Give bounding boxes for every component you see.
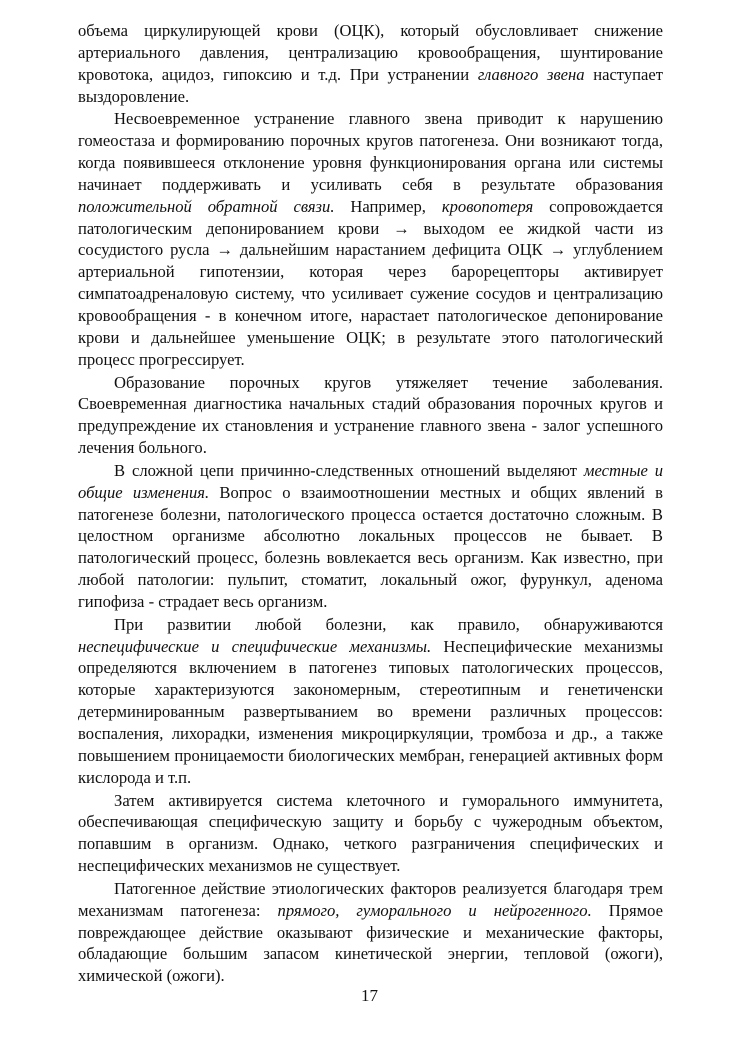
body-text: Вопрос о взаимоотношении местных и общих явлений в патогенезе болезни, патологического процесса остается достаточно сложным. В целостном организме абсолютно локальных процессов не бывает. В патологический процесс, болезнь вовлекается весь организм. Как известно, при любой патологии: пульпит, стоматит, локальный ожог, фурункул, аденома гипофиза - страдает весь организм. [78,482,663,611]
paragraph [78,372,663,459]
emphasis-text: местные и общие изменения. [78,460,663,502]
emphasis-text: кровопотеря [441,196,534,216]
paragraph [78,614,663,789]
body-text: В сложной цепи причинно-следственных отношений выделяют [114,460,584,480]
paragraph [78,108,663,370]
emphasis-text: положительной обратной связи. [78,196,335,216]
body-text: Затем активируется система клеточного и гуморального иммунитета, обеспечивающая специфическую защиту и борьбу с чужеродным объектом, попавшим в организм. Однако, четкого разграничения специфических и неспецифических механизмов не существует. [78,790,663,876]
body-text: При развитии любой болезни, как правило, обнаруживаются [114,614,663,634]
body-text: объема циркулирующей крови (ОЦК), который обусловливает снижение артериального давления, централизацию кровообращения, шунтирование кровотока, ацидоз, гипоксию и т.д. При устранении [78,21,663,84]
body-text: Патогенное действие этиологических факторов реализуется благодаря трем механизмам патогенеза: [78,878,663,920]
paragraph [78,460,663,613]
paragraph [78,878,663,987]
body-text: Несвоевременное устранение главного звена приводит к нарушению гомеостаза и формированию порочных кругов патогенеза. Они возникают тогда, когда появившееся отклонение уровня функционирования органа или системы начинает поддерживать и усиливать себя в результате образования [78,109,663,194]
body-text: сопровождается патологическим депонированием крови → выходом ее жидкой части из сосудистого русла → дальнейшим нарастанием дефицита ОЦК → углублением артериальной гипотензии, которая через барорецепторы активирует симпатоадреналовую систему, что усиливает сужение сосудов и централизацию кровообращения - в конечном итоге, нарастает патологическое депонирование крови и дальнейшее уменьшение ОЦК; в результате этого патологический процесс прогрессирует. [78,196,664,369]
body-text: Прямое повреждающее действие оказывают физические и механические факторы, обладающие большим запасом кинетической энергии, тепловой (ожоги), химической (ожоги). [78,900,663,986]
body-text: Например, [334,196,442,216]
body-text: Образование порочных кругов утяжеляет течение заболевания. Своевременная диагностика начальных стадий образования порочных кругов и предупреждение их становления и устранение главного звена - залог успешного лечения больного. [78,372,663,458]
emphasis-text: прямого, гуморального и нейрогенного. [277,900,592,920]
paragraph [78,20,663,107]
emphasis-text: неспецифические и специфические механизмы. [78,636,432,656]
page-body [78,20,663,988]
body-text: Неспецифические механизмы определяются включением в патогенез типовых патологических процессов, которые характеризуются закономерным, стереотипным и генетиченски детерминированным развертыванием во времени различных процессов: воспаления, лихорадки, изменения микроциркуляции, тромбоза и др., а также повышением проницаемости биологических мембран, генерацией активных форм кислорода и т.п. [78,636,664,787]
page-number: 17 [361,986,378,1005]
emphasis-text: главного звена [477,64,585,84]
body-text: наступает выздоровление. [78,64,663,106]
paragraph [78,790,663,877]
